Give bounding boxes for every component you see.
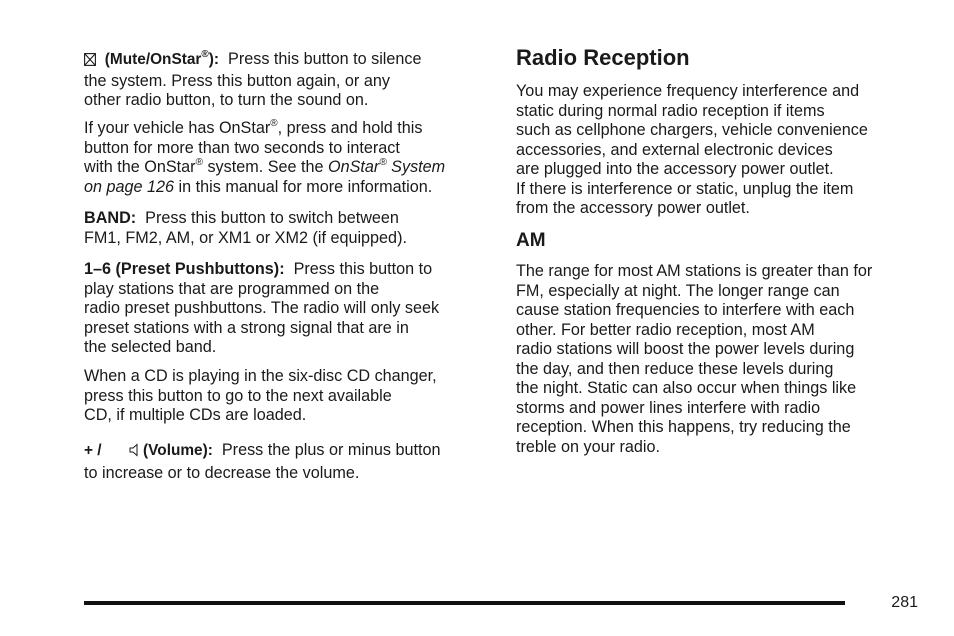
preset-paragraph	[84, 260, 494, 358]
radio-reception-paragraph	[516, 82, 926, 219]
preset-text: play stations that are programmed on the	[84, 279, 380, 298]
mute-text-line: the system. Press this button again, or any	[84, 71, 390, 90]
am-text: storms and power lines interfere with radio	[516, 398, 821, 417]
mute-icon	[84, 52, 96, 72]
am-text: The range for most AM stations is greater than for	[516, 262, 873, 280]
footer-rule	[84, 601, 845, 605]
reception-text: If there is interference or static, unplug the item	[516, 179, 854, 198]
volume-text: to increase or to decrease the volume.	[84, 464, 360, 482]
reception-text: from the accessory power outlet.	[516, 199, 750, 217]
onstar-text: If your vehicle has OnStar	[84, 119, 271, 137]
onstar-paragraph	[84, 119, 494, 197]
am-text: treble on your radio.	[516, 437, 660, 456]
onstar-text: in this manual for more information.	[174, 177, 433, 196]
registered-mark: ®	[195, 156, 203, 168]
mute-onstar-paragraph	[84, 50, 494, 111]
preset-text: radio preset pushbuttons. The radio will only seek	[84, 299, 440, 317]
cd-text: CD, if multiple CDs are loaded.	[84, 406, 307, 424]
reception-text: You may experience frequency interference and	[516, 82, 860, 100]
band-label: BAND:	[84, 209, 137, 227]
page-reference: on page 126	[84, 177, 175, 196]
mute-text-line: other radio button, to turn the sound on.	[84, 91, 369, 109]
onstar-text: button for more than two seconds to interact	[84, 138, 400, 157]
page-number: 281	[891, 594, 918, 611]
volume-text: Press the plus or minus button	[221, 441, 441, 459]
reception-text: static during normal radio reception if items	[516, 101, 825, 120]
cd-text: When a CD is playing in the six-disc CD changer,	[84, 367, 437, 385]
preset-text: preset stations with a strong signal that are in	[84, 318, 409, 337]
band-text: Press this button to switch between	[145, 209, 399, 227]
volume-plus-minus-label: + /	[84, 442, 102, 459]
preset-text: the selected band.	[84, 338, 217, 356]
mute-label: (Mute/OnStar	[104, 51, 202, 68]
am-text: the day, and then reduce these levels during	[516, 359, 834, 378]
am-text: other. For better radio reception, most AM	[516, 320, 815, 339]
cd-text: press this button to go to the next available	[84, 386, 392, 405]
onstar-text: with the OnStar	[84, 158, 196, 176]
volume-label: (Volume):	[143, 442, 213, 459]
registered-mark: ®	[379, 156, 387, 168]
reception-text: accessories, and external electronic devices	[516, 140, 833, 159]
registered-mark: ®	[270, 117, 278, 129]
am-text: cause station frequencies to interfere with each	[516, 301, 855, 319]
reception-text: are plugged into the accessory power outlet.	[516, 160, 834, 178]
am-text: radio stations will boost the power levels during	[516, 340, 855, 358]
am-text: the night. Static can also occur when things like	[516, 379, 857, 397]
onstar-system-reference: OnStar® System	[328, 156, 446, 176]
am-text: reception. When this happens, try reducing the	[516, 418, 851, 436]
volume-icon	[129, 442, 139, 463]
preset-label: 1–6 (Preset Pushbuttons):	[84, 260, 285, 278]
registered-mark: ®	[201, 48, 209, 60]
onstar-text: , press and hold this	[277, 119, 423, 137]
mute-text-line: Press this button to silence	[228, 50, 422, 68]
volume-paragraph	[84, 440, 494, 484]
am-heading: AM	[516, 230, 546, 251]
radio-reception-heading: Radio Reception	[516, 45, 690, 70]
band-text: FM1, FM2, AM, or XM1 or XM2 (if equipped).	[84, 228, 407, 247]
preset-text: Press this button to	[293, 260, 433, 278]
band-paragraph	[84, 209, 494, 248]
onstar-text: system. See the	[202, 158, 329, 176]
am-text: FM, especially at night. The longer range can	[516, 281, 840, 300]
mute-label-end: ):	[208, 51, 220, 68]
am-paragraph	[516, 262, 926, 457]
cd-paragraph	[84, 367, 494, 426]
reception-text: such as cellphone chargers, vehicle convenience	[516, 121, 868, 139]
